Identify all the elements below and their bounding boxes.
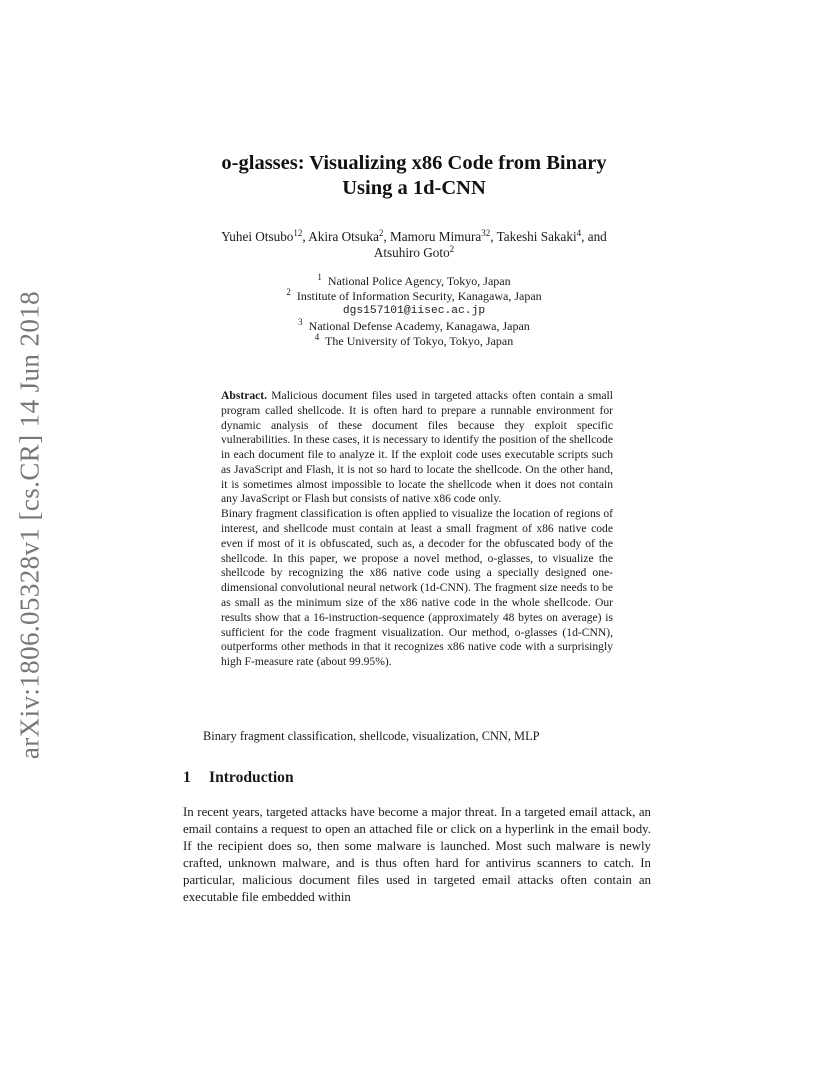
affiliation-mark: 2 — [286, 287, 291, 297]
affiliation-mark: 1 — [317, 272, 322, 282]
section-title: Introduction — [209, 769, 294, 786]
arxiv-identifier-text: arXiv:1806.05328v1 [cs.CR] 14 Jun 2018 — [14, 290, 45, 760]
author-name: Atsuhiro Goto — [373, 245, 450, 260]
introduction-body — [183, 804, 651, 905]
paper-title — [160, 151, 668, 201]
title-line-2: Using a 1d-CNN — [342, 177, 486, 199]
author-separator: , and — [581, 229, 607, 244]
affiliation-text: National Defense Academy, Kanagawa, Japan — [308, 319, 530, 333]
section-number: 1 — [183, 769, 191, 786]
title-line-1: o-glasses: Visualizing x86 Code from Binary — [221, 152, 607, 174]
author-affiliation-mark: 2 — [449, 244, 455, 254]
author-separator: , — [302, 229, 309, 244]
author-name: Yuhei Otsubo — [221, 229, 294, 244]
affiliation-line — [170, 334, 658, 349]
abstract — [221, 389, 613, 670]
affiliation-line — [170, 289, 658, 304]
affiliation-line — [170, 319, 658, 334]
abstract-text: Malicious document files used in targeted attacks often contain a small program called shellcode. It is often hard to prepare a runnable environment for dynamic analysis of these document files because they exploit specific vulnerabilities. In these cases, it is necessary to identify the position of the shellcode in each document file to analyze it. If the exploit code uses executable scripts such as JavaScript and Flash, it is not so hard to locate the shellcode. On the other hand, it is sometimes almost impossible to locate the shellcode when it does not contain any JavaScript or Flash but consists of native x86 code only. — [221, 389, 614, 506]
author-name: Takeshi Sakaki — [496, 229, 577, 244]
affiliation-line — [170, 274, 658, 289]
affiliation-text: The University of Tokyo, Tokyo, Japan — [325, 334, 514, 348]
contact-email[interactable]: dgs157101@iisec.ac.jp — [342, 305, 486, 317]
author-affiliation-mark: 32 — [481, 228, 491, 238]
affiliation-text: Institute of Information Security, Kanagawa, Japan — [296, 289, 542, 303]
section-heading-introduction — [183, 768, 294, 788]
abstract-paragraph-2: Binary fragment classification is often applied to visualize the location of regions of interest, and shellcode must contain at least a small fragment of x86 native code even if most of it is obfuscated, such as, a decoder for the obfuscated body of the shellcode. In this paper, we propose a novel method, o-glasses, to visualize the shellcode by recognizing the x86 native code using a specially designed one-dimensional convolutional neural network (1d-CNN). The fragment size needs to be as small as the minimum size of the x86 native code in the whole shellcode. Our results show that a 16-instruction-sequence (approximately 48 bytes on average) is sufficient for the code fragment visualization. Our method, o-glasses (1d-CNN), outperforms other methods in that it recognizes x86 native code with a surprisingly high F-measure rate (about 99.95%). — [221, 507, 613, 669]
keywords: Binary fragment classification, shellcode, visualization, CNN, MLP — [203, 729, 540, 743]
introduction-paragraph: In recent years, targeted attacks have become a major threat. In a targeted email attack, an email contains a request to open an attached file or click on a hyperlink in the email body. If the recipient does so, then some malware is launched. Most such malware is newly crafted, unknown malware, and is thus often hard for antivirus scanners to catch. In particular, malicious document files used in targeted email attacks often contain an executable file embedded within — [183, 805, 651, 904]
author-separator: , — [490, 229, 497, 244]
author-list — [170, 229, 658, 261]
affiliation-mark: 3 — [298, 317, 303, 327]
author-affiliation-mark: 12 — [293, 228, 303, 238]
author-affiliation-mark: 4 — [576, 228, 582, 238]
affiliation-list — [170, 274, 658, 349]
author-name: Mamoru Mimura — [390, 229, 482, 244]
author-separator: , — [383, 229, 391, 244]
author-affiliation-mark: 2 — [378, 228, 384, 238]
affiliation-text: National Police Agency, Tokyo, Japan — [327, 274, 511, 288]
arxiv-identifier-stamp — [10, 290, 50, 760]
abstract-label: Abstract. — [221, 389, 268, 402]
affiliation-mark: 4 — [314, 332, 320, 342]
author-name: Akira Otsuka — [308, 229, 379, 244]
abstract-paragraph-1 — [221, 389, 613, 507]
